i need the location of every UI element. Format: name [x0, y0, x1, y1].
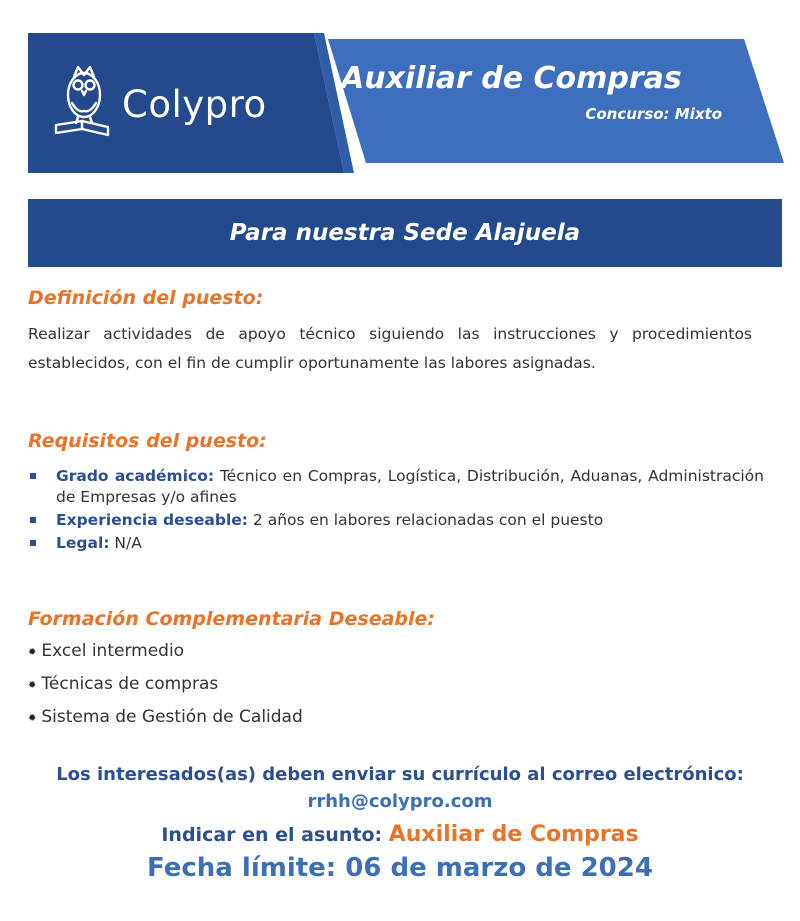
header-banner [28, 33, 784, 173]
requisitos-title: Requisitos del puesto: [28, 430, 267, 452]
formacion-item: Técnicas de compras [41, 674, 219, 694]
job-title: Auxiliar de Compras [341, 61, 682, 96]
formacion-list [28, 636, 303, 735]
formacion-title: Formación Complementaria Deseable: [28, 608, 436, 630]
contacto-email[interactable] [0, 791, 800, 812]
asunto-label: Indicar en el asunto: [161, 824, 389, 846]
asunto-line [0, 822, 800, 847]
list-item [28, 669, 303, 702]
requisito-value: N/A [109, 534, 142, 552]
formacion-item: Sistema de Gestión de Calidad [41, 707, 303, 727]
sede-text: Para nuestra Sede Alajuela [229, 220, 581, 246]
list-item [28, 636, 303, 669]
bullet-square-icon [30, 517, 36, 523]
requisito-label: Grado académico: [56, 467, 215, 485]
sede-bar [28, 199, 782, 267]
star-bullet-icon: ✹ [28, 680, 37, 691]
definicion-title: Definición del puesto: [28, 287, 264, 309]
list-item [28, 533, 764, 554]
bullet-square-icon [30, 540, 36, 546]
owl-on-book-icon [52, 63, 118, 141]
logo-text: Colypro [122, 83, 267, 126]
requisito-value: Técnico en Compras, Logística, Distribución, Aduanas, Administración de Empresas y/o afines [56, 467, 764, 506]
requisitos-list [28, 466, 764, 556]
list-item [28, 702, 303, 735]
requisito-label: Experiencia deseable: [56, 511, 248, 529]
contacto-line: Los interesados(as) deben enviar su currículo al correo electrónico: [56, 764, 744, 785]
formacion-item: Excel intermedio [41, 641, 185, 661]
asunto-value: Auxiliar de Compras [388, 822, 639, 847]
definicion-text: Realizar actividades de apoyo técnico siguiendo las instrucciones y procedimientos establecidos, con el fin de cumplir oportunamente las labores asignadas. [28, 325, 752, 372]
requisito-value: 2 años en labores relacionadas con el puesto [247, 511, 604, 529]
star-bullet-icon: ✹ [28, 713, 37, 724]
contest-type: Concurso: Mixto [585, 105, 722, 123]
requisito-label: Legal: [56, 534, 110, 552]
star-bullet-icon: ✹ [28, 647, 37, 658]
fecha-limite: Fecha límite: 06 de marzo de 2024 [147, 853, 653, 883]
list-item [28, 510, 764, 531]
email-link[interactable]: rrhh@colypro.com [307, 791, 493, 812]
bullet-square-icon [30, 473, 36, 479]
list-item [28, 466, 764, 508]
